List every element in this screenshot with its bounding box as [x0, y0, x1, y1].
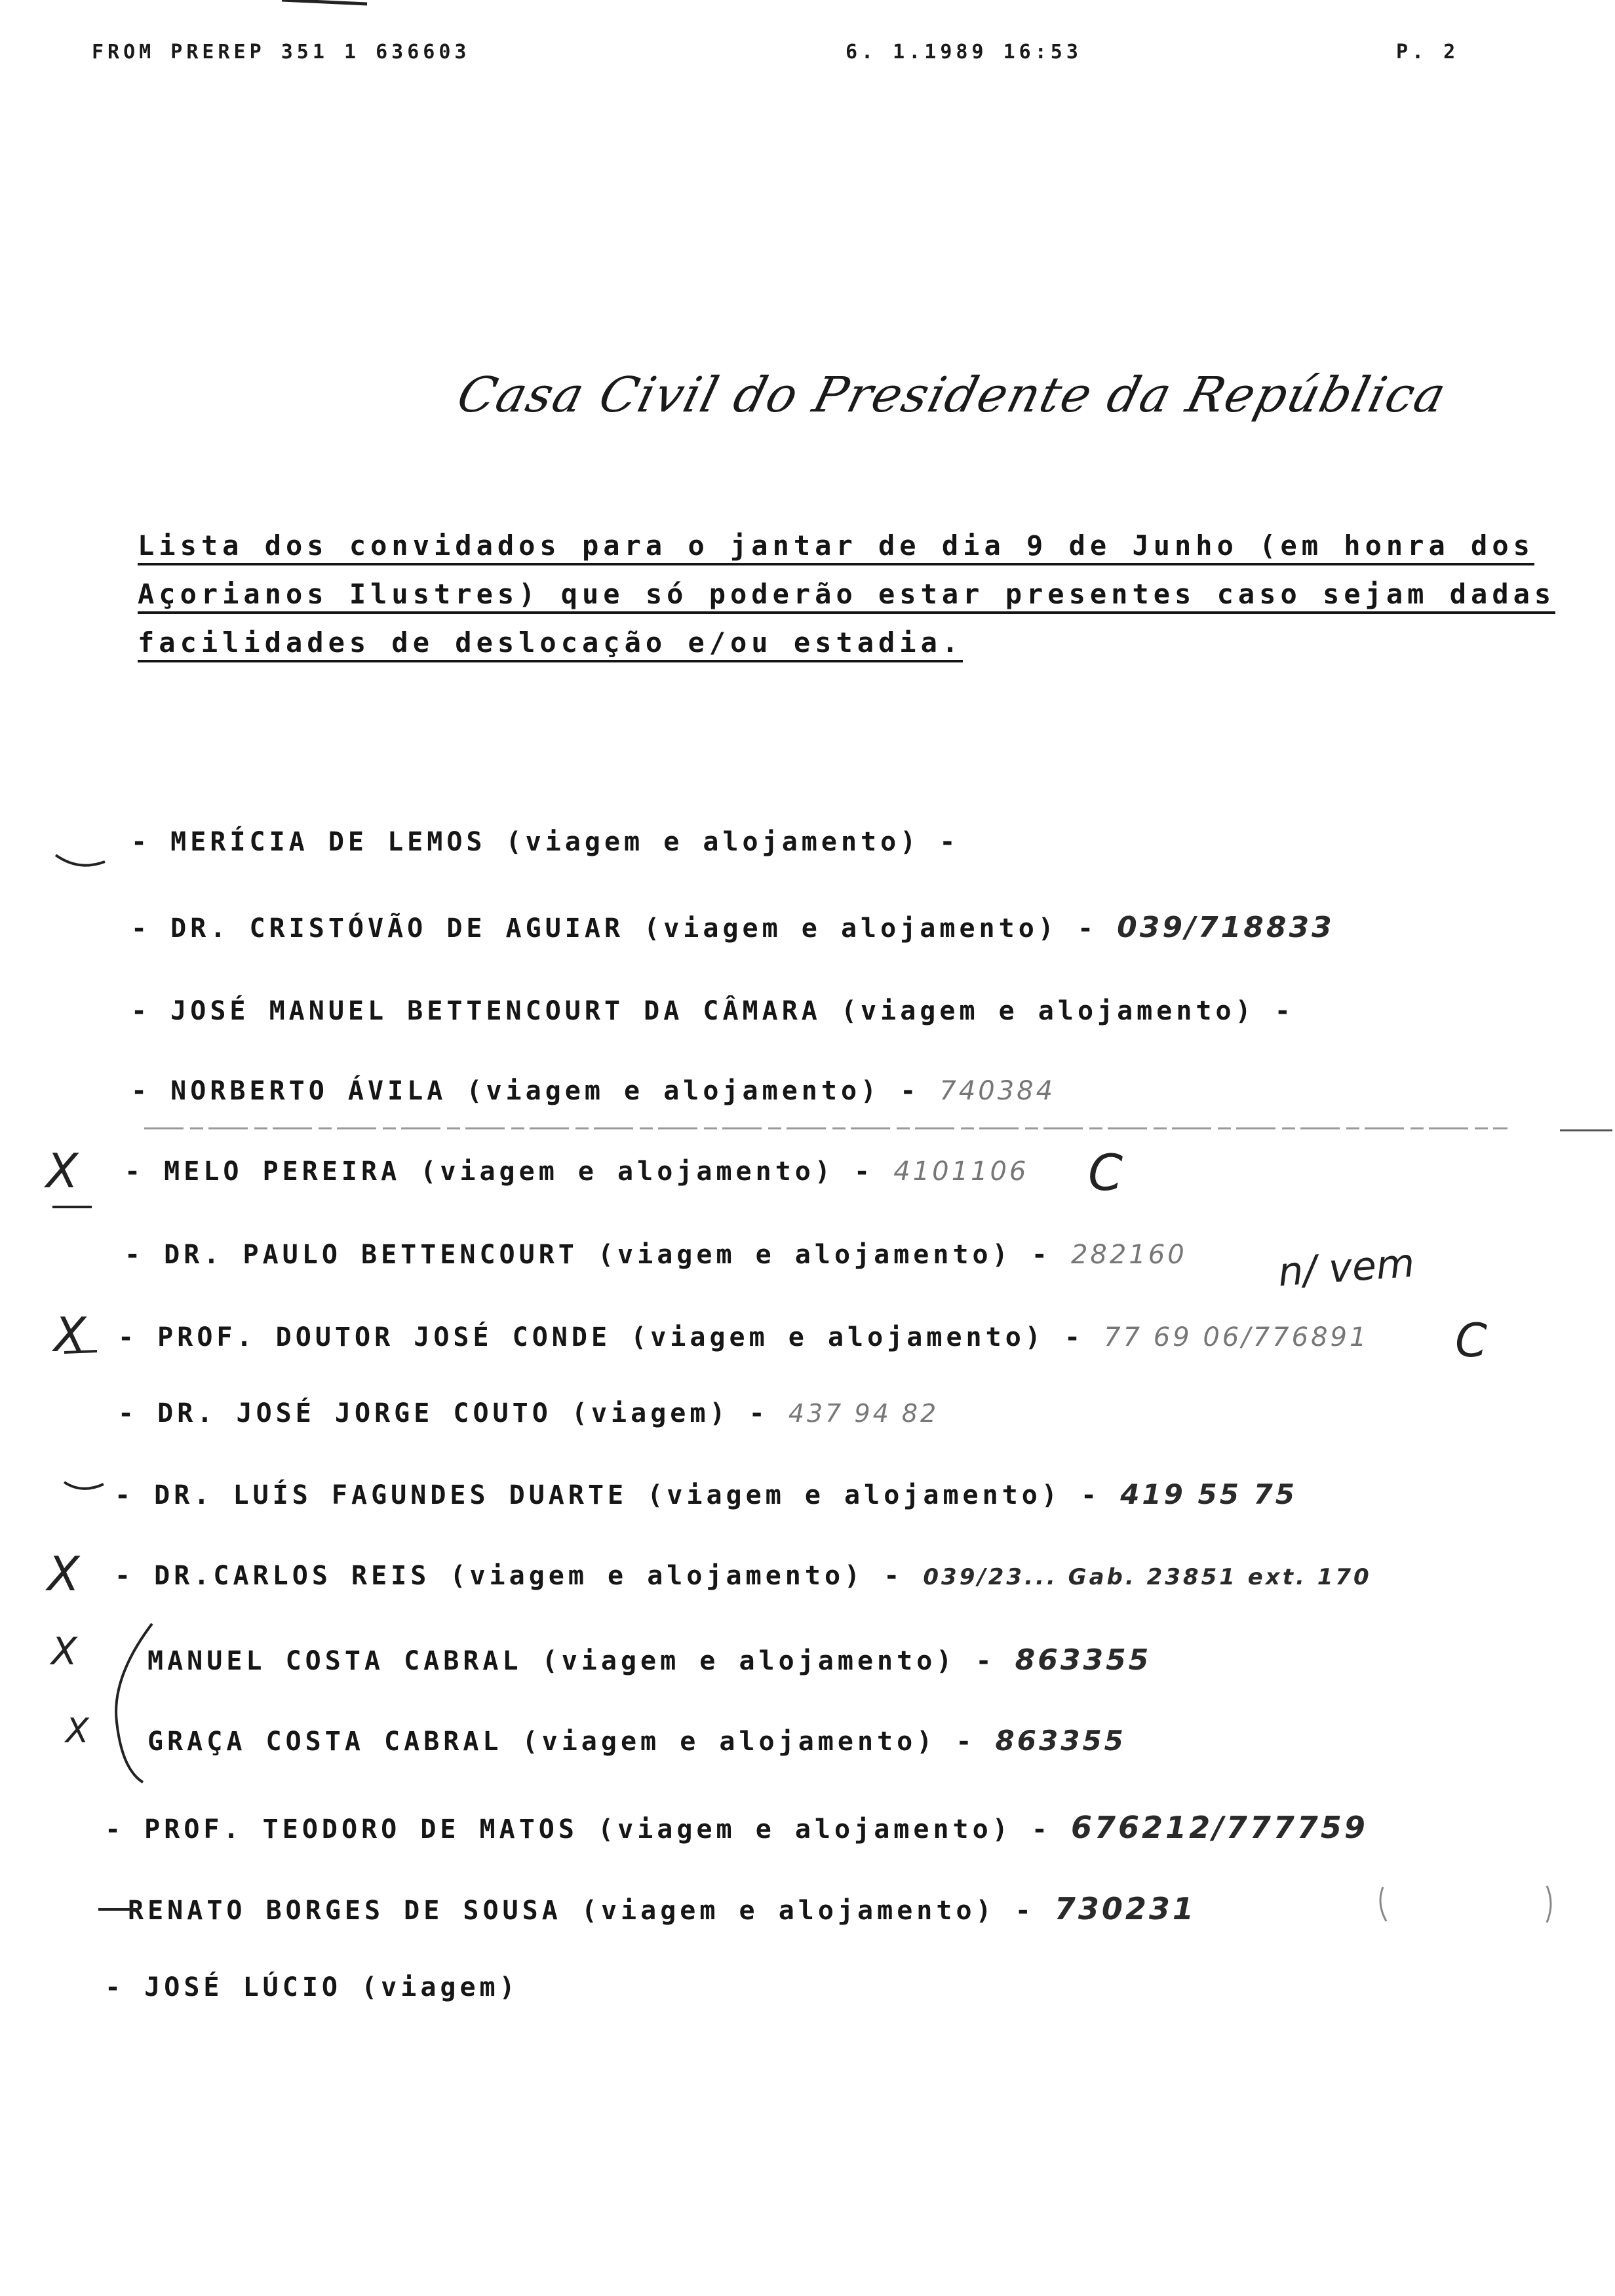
margin-x-mark: X: [46, 1143, 79, 1198]
check-curve-2: [64, 1482, 104, 1489]
title-line-1: Lista dos convidados para o jantar de dia 9 de Junho (em honra dos: [138, 529, 1534, 565]
guest-name: - PROF. TEODORO DE MATOS (viagem e alojamento) -: [105, 1814, 1051, 1845]
handwritten-phone: 419 55 75: [1120, 1478, 1298, 1510]
handwritten-phone: 676212/777759: [1071, 1810, 1368, 1845]
letter-c-mark: C: [1455, 1314, 1487, 1368]
fax-datetime: 6. 1.1989 16:53: [846, 41, 1082, 64]
fax-sender: FROM PREREP 351 1 636603: [92, 41, 471, 64]
letterhead: Casa Civil do Presidente da República: [452, 367, 1452, 423]
handwritten-phone: 4101106: [893, 1157, 1029, 1187]
guest-name: - MERÍCIA DE LEMOS (viagem e alojamento) -: [131, 827, 960, 857]
guest-name: GRAÇA COSTA CABRAL (viagem e alojamento) -: [147, 1727, 976, 1757]
side-note: n/ vem: [1276, 1240, 1416, 1296]
margin-x-mark: X: [47, 1546, 80, 1601]
handwritten-phone: 730231: [1054, 1891, 1196, 1926]
letter-c-mark: C: [1088, 1143, 1123, 1202]
margin-x-mark: X: [66, 1712, 89, 1751]
handwritten-phone: 039/718833: [1117, 911, 1334, 944]
title-line-3: facilidades de deslocação e/ou estadia.: [138, 626, 963, 662]
margin-x-mark: X: [51, 1629, 77, 1674]
guest-name: - DR. CRISTÓVÃO DE AGUIAR (viagem e alojamento) -: [131, 913, 1098, 944]
title-line-2: Açorianos Ilustres) que só poderão estar presentes caso sejam dadas: [138, 578, 1555, 614]
scan-stroke: [282, 0, 367, 4]
x-underline: [64, 1351, 97, 1352]
guest-name: - PROF. DOUTOR JOSÉ CONDE (viagem e alojamento) -: [118, 1322, 1085, 1352]
handwritten-phone: 863355: [1015, 1643, 1152, 1677]
guest-name: - JOSÉ LÚCIO (viagem): [105, 1972, 519, 2002]
handwritten-phone: 77 69 06/776891: [1104, 1322, 1369, 1352]
guest-name: - DR. PAULO BETTENCOURT (viagem e alojamento) -: [125, 1240, 1051, 1270]
handwritten-phone: 039/23... Gab. 23851 ext. 170: [923, 1564, 1372, 1590]
guest-name: MANUEL COSTA CABRAL (viagem e alojamento) -: [147, 1646, 996, 1676]
margin-x-mark: X: [54, 1307, 87, 1362]
handwritten-phone: 282160: [1070, 1240, 1187, 1270]
guest-name: - DR. LUÍS FAGUNDES DUARTE (viagem e alojamento) -: [115, 1480, 1101, 1510]
guest-name: - MELO PEREIRA (viagem e alojamento) -: [125, 1157, 874, 1187]
guest-name: - DR. JOSÉ JORGE COUTO (viagem) -: [118, 1398, 769, 1428]
fax-page-number: P. 2: [1396, 41, 1460, 64]
handwritten-phone: 740384: [939, 1076, 1056, 1106]
guest-name: - JOSÉ MANUEL BETTENCOURT DA CÂMARA (viagem e alojamento) -: [131, 996, 1294, 1026]
guest-name: - NORBERTO ÁVILA (viagem e alojamento) -: [131, 1076, 920, 1106]
handwritten-phone: 437 94 82: [788, 1399, 939, 1428]
faint-bracket: [1380, 1886, 1551, 1923]
check-curve-1: [56, 855, 105, 866]
guest-name: RENATO BORGES DE SOUSA (viagem e alojamento) -: [128, 1896, 1035, 1926]
bracket: [116, 1624, 152, 1782]
handwritten-phone: 863355: [995, 1725, 1126, 1757]
guest-name: - DR.CARLOS REIS (viagem e alojamento) -: [115, 1561, 904, 1591]
